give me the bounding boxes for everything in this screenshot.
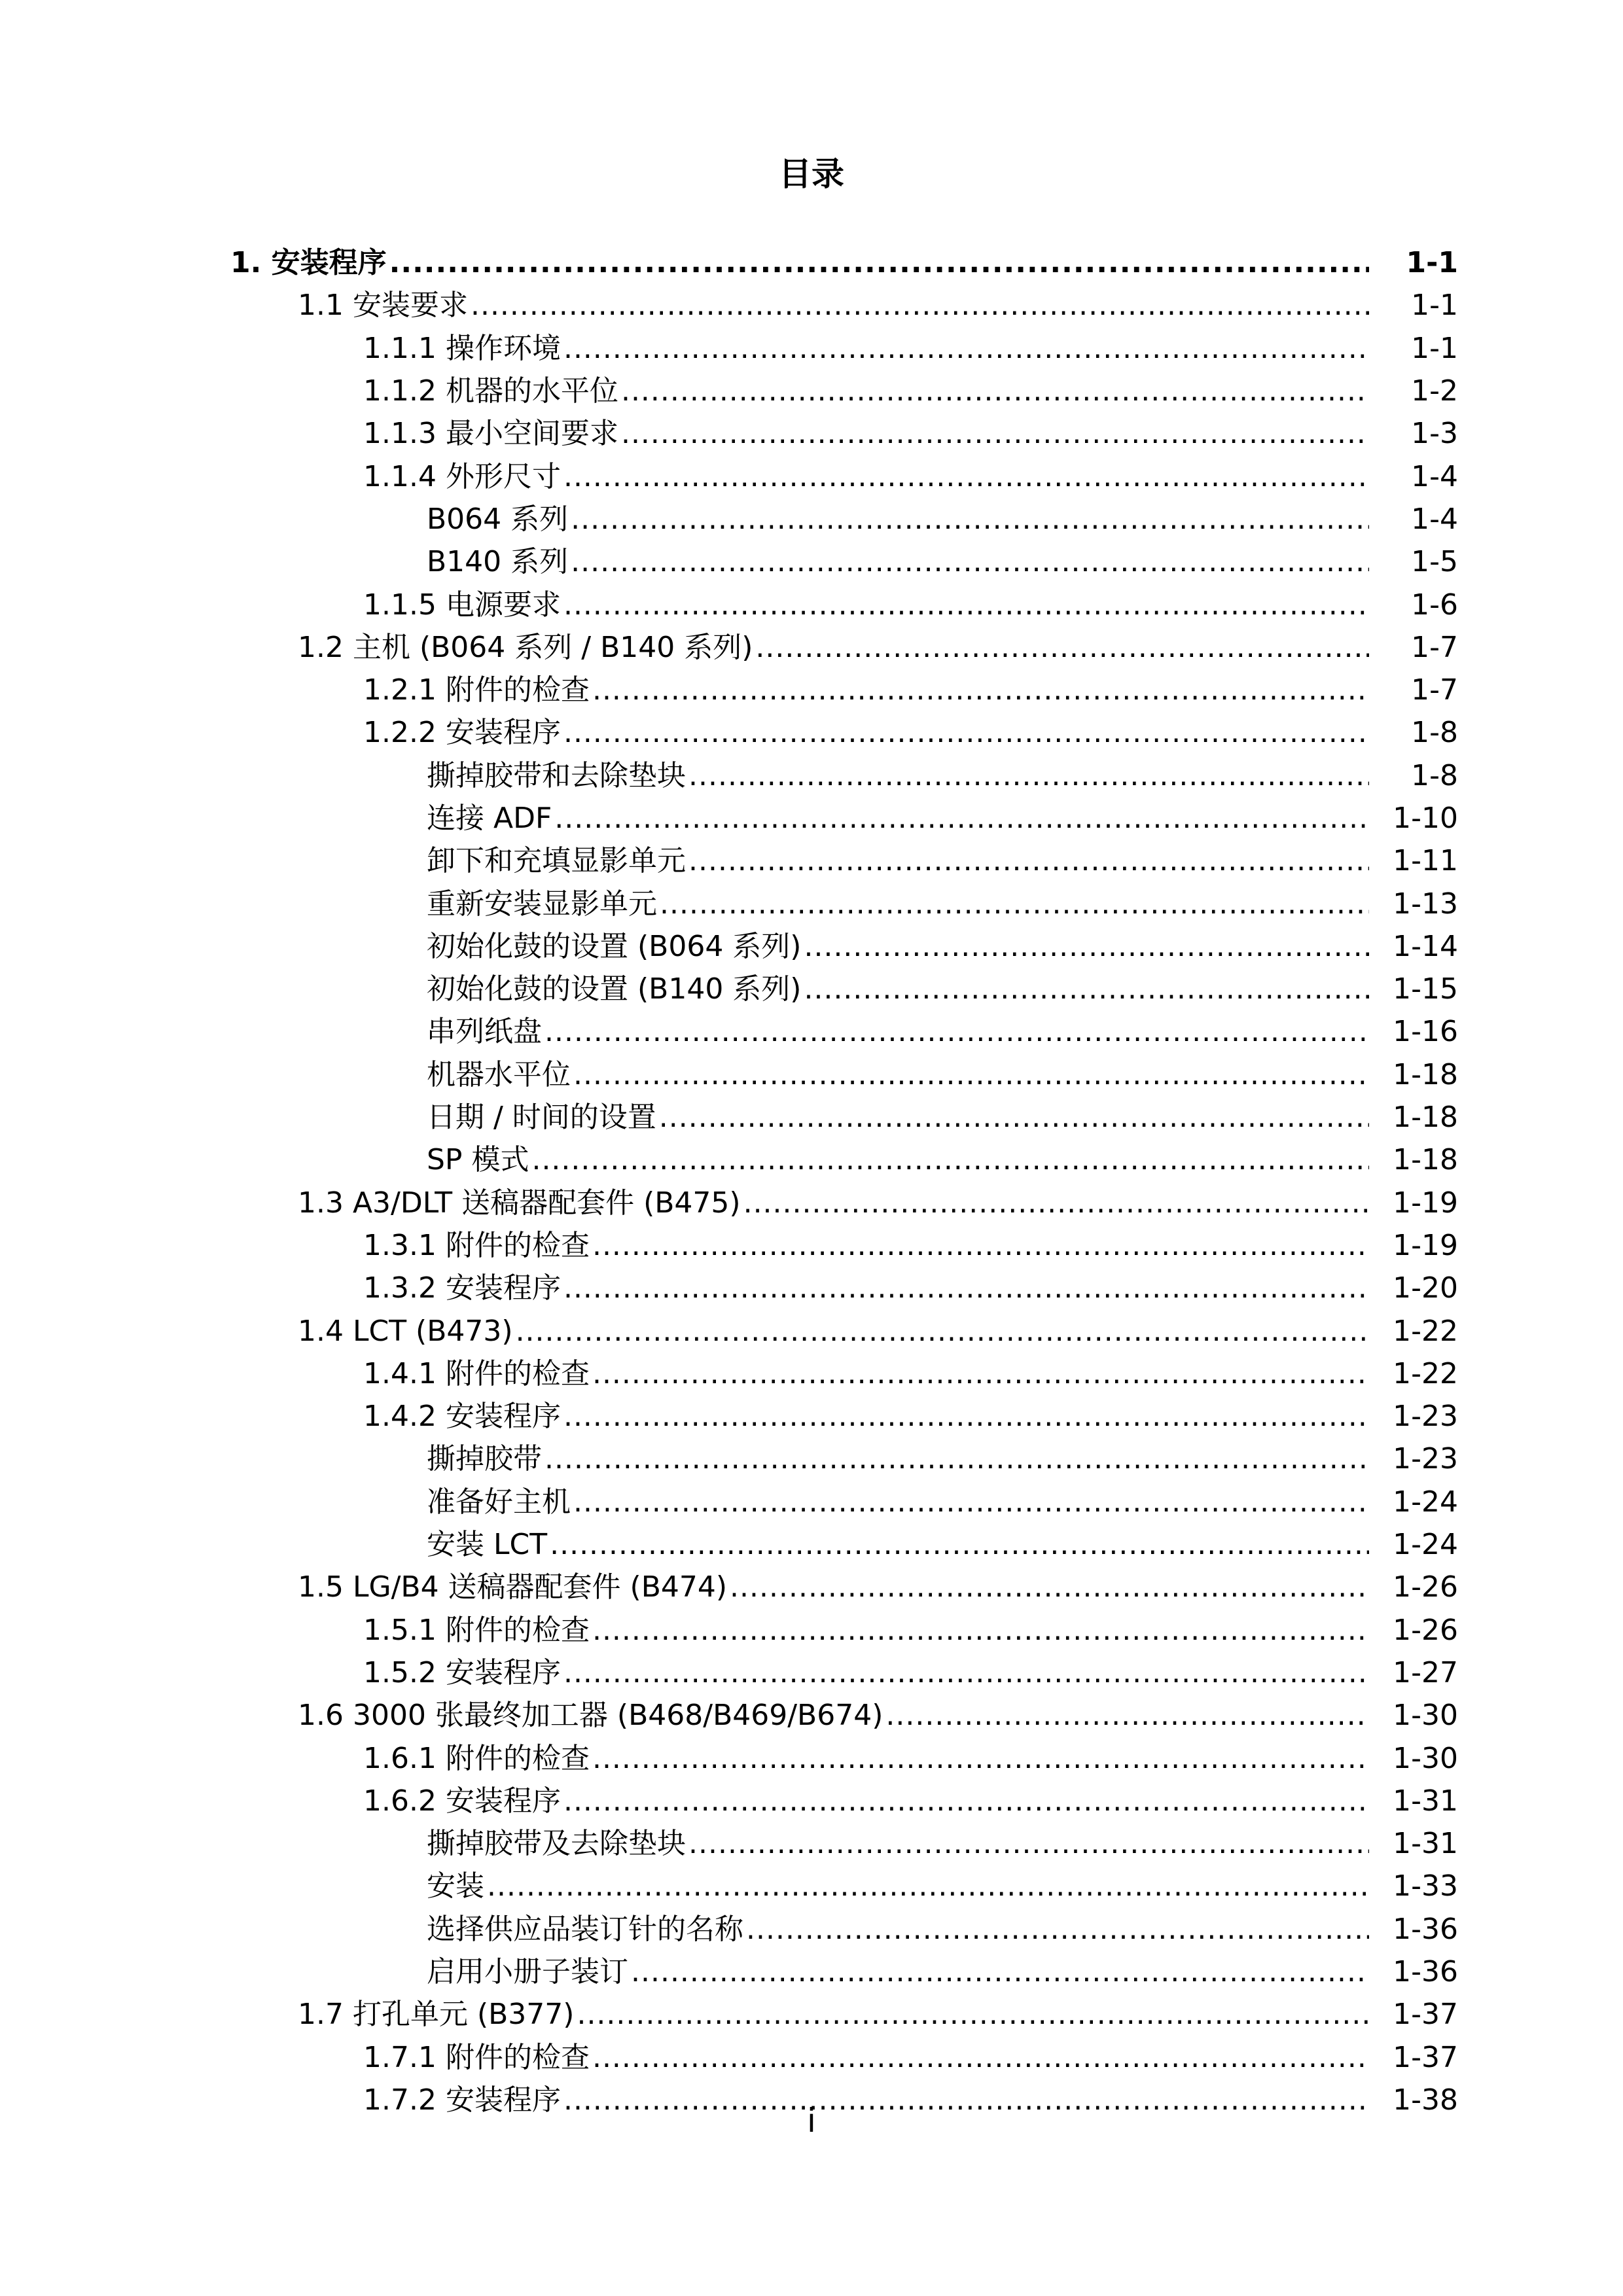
toc-entry[interactable] [0,1224,1623,1267]
toc-entry[interactable] [0,1438,1623,1480]
toc-entry-page: 1-23 [1393,1442,1458,1476]
toc-entry-title: 准备好主机 [427,1485,571,1519]
toc-entry-title: 1.1 安装要求 [298,289,468,323]
toc-entry[interactable] [0,1523,1623,1566]
toc-entry[interactable] [0,1651,1623,1694]
toc-entry[interactable] [0,540,1623,583]
toc-leader-dots [743,1182,1369,1224]
toc-entry-page: 1-16 [1393,1015,1458,1049]
toc-entry-title: 1.3 A3/DLT 送稿器配套件 (B475) [298,1186,741,1220]
toc-leader-dots [592,1224,1369,1267]
toc-leader-dots [531,1139,1369,1181]
page-title: 目录 [779,154,844,193]
toc-entry-title: 1.6.2 安装程序 [363,1784,561,1818]
toc-entry-page: 1-38 [1393,2083,1458,2117]
toc-entry-title: 1.7.1 附件的检查 [363,2040,590,2074]
toc-entry-page: 1-14 [1393,929,1458,963]
toc-entry-title: 1.1.3 最小空间要求 [363,417,618,451]
toc-entry-title: 重新安装显影单元 [427,887,657,921]
toc-entry[interactable] [0,925,1623,968]
toc-leader-dots [688,839,1369,882]
toc-entry[interactable] [0,754,1623,797]
toc-entry-title: 1.1.1 操作环境 [363,331,561,365]
toc-entry-title: 初始化鼓的设置 (B140 系列) [427,972,802,1006]
toc-entry-title: 撕掉胶带 [427,1442,542,1476]
toc-leader-dots [592,1609,1369,1651]
toc-entry-page: 1-22 [1393,1314,1458,1348]
toc-entry-title: 1.3.2 安装程序 [363,1271,561,1305]
toc-entry-page: 1-36 [1393,1955,1458,1989]
toc-leader-dots [631,1951,1369,1993]
toc-entry-page: 1-4 [1411,502,1458,536]
toc-entry-title: 1.7.2 安装程序 [363,2083,561,2117]
toc-entry[interactable] [0,1822,1623,1865]
toc-entry-title: 1. 安装程序 [230,246,387,280]
toc-entry[interactable] [0,455,1623,497]
toc-entry-page: 1-37 [1393,1998,1458,2032]
toc-entry-title: 1.4 LCT (B473) [298,1314,513,1348]
toc-leader-dots [755,626,1369,669]
toc-leader-dots [563,327,1369,370]
toc-entry[interactable] [0,1993,1623,2036]
toc-leader-dots [544,1438,1369,1480]
table-of-contents [0,241,1623,2121]
toc-entry[interactable] [0,1951,1623,1993]
toc-entry-page: 1-15 [1393,972,1458,1006]
toc-leader-dots [804,925,1369,968]
toc-leader-dots [592,1352,1369,1395]
toc-leader-dots [688,754,1369,797]
toc-entry[interactable] [0,1096,1623,1139]
toc-leader-dots [660,883,1369,925]
toc-entry-page: 1-33 [1393,1869,1458,1903]
toc-entry-title: B140 系列 [427,545,569,579]
page-number: i [807,2102,816,2140]
toc-entry[interactable] [0,1609,1623,1651]
toc-entry[interactable] [0,1780,1623,1822]
toc-entry-title: 卸下和充填显影单元 [427,844,686,878]
toc-entry-page: 1-37 [1393,2040,1458,2074]
toc-entry-title: 1.1.5 电源要求 [363,588,561,622]
toc-entry-title: 1.7 打孔单元 (B377) [298,1998,575,2032]
toc-entry-page: 1-24 [1393,1528,1458,1562]
toc-entry-title: 1.1.2 机器的水平位 [363,374,618,408]
toc-entry-title: 连接 ADF [427,802,552,835]
toc-entry-page: 1-31 [1393,1784,1458,1818]
toc-entry-page: 1-1 [1411,289,1458,323]
toc-entry-page: 1-22 [1393,1356,1458,1390]
toc-entry-page: 1-6 [1411,588,1458,622]
toc-leader-dots [554,797,1369,839]
toc-entry-title: 1.6 3000 张最终加工器 (B468/B469/B674) [298,1699,883,1733]
toc-leader-dots [563,1780,1369,1822]
toc-entry-title: 1.5 LG/B4 送稿器配套件 (B474) [298,1570,728,1604]
toc-entry-title: B064 系列 [427,502,569,536]
toc-entry[interactable] [0,882,1623,925]
toc-leader-dots [621,370,1369,412]
toc-entry-title: 安装 [427,1869,484,1903]
toc-entry[interactable] [0,284,1623,327]
toc-entry[interactable] [0,370,1623,412]
toc-leader-dots [544,1010,1369,1053]
toc-entry[interactable] [0,1395,1623,1438]
toc-leader-dots [573,1053,1369,1096]
toc-leader-dots [516,1310,1369,1352]
toc-entry[interactable] [0,1182,1623,1224]
toc-entry[interactable] [0,2036,1623,2078]
toc-entry-title: 1.4.2 安装程序 [363,1400,561,1434]
toc-entry[interactable] [0,968,1623,1010]
toc-leader-dots [621,412,1369,455]
toc-leader-dots [659,1096,1369,1139]
toc-entry-title: 撕掉胶带和去除垫块 [427,758,686,792]
toc-entry[interactable] [0,498,1623,540]
toc-entry-title: 1.5.2 安装程序 [363,1655,561,1689]
toc-entry[interactable] [0,1481,1623,1523]
toc-leader-dots [550,1523,1369,1566]
toc-leader-dots [746,1908,1369,1951]
toc-entry-title: 启用小册子装订 [427,1955,628,1989]
toc-entry-title: 撕掉胶带及去除垫块 [427,1827,686,1861]
toc-entry-page: 1-7 [1411,630,1458,664]
toc-entry[interactable] [0,1908,1623,1951]
toc-leader-dots [804,968,1369,1010]
toc-entry-page: 1-27 [1393,1655,1458,1689]
toc-entry[interactable] [0,327,1623,370]
toc-entry-title: 1.1.4 外形尺寸 [363,459,561,493]
toc-entry-title: 1.2.2 安装程序 [363,716,561,750]
toc-entry-page: 1-8 [1411,758,1458,792]
toc-entry-title: 安装 LCT [427,1528,548,1562]
toc-entry[interactable] [0,1010,1623,1053]
toc-entry[interactable] [0,412,1623,455]
toc-leader-dots [487,1865,1369,1907]
toc-entry-title: 初始化鼓的设置 (B064 系列) [427,929,802,963]
toc-entry-page: 1-30 [1393,1699,1458,1733]
toc-entry-page: 1-5 [1411,545,1458,579]
toc-entry-page: 1-1 [1406,246,1458,280]
toc-entry-page: 1-1 [1411,331,1458,365]
toc-entry[interactable] [0,583,1623,626]
toc-leader-dots [471,284,1369,327]
toc-entry[interactable] [0,711,1623,754]
toc-leader-dots [577,1993,1369,2036]
toc-entry-page: 1-2 [1411,374,1458,408]
toc-entry[interactable] [0,1309,1623,1352]
toc-entry-page: 1-7 [1411,673,1458,707]
toc-entry-page: 1-23 [1393,1400,1458,1434]
toc-leader-dots [563,711,1369,754]
toc-leader-dots [688,1822,1369,1865]
toc-leader-dots [563,1267,1369,1309]
toc-leader-dots [573,1481,1369,1523]
toc-entry-title: 选择供应品装订针的名称 [427,1912,743,1946]
toc-entry-page: 1-30 [1393,1741,1458,1775]
toc-entry-title: 1.5.1 附件的检查 [363,1613,590,1647]
toc-leader-dots [571,540,1369,583]
toc-leader-dots [563,455,1369,498]
toc-entry[interactable] [0,1053,1623,1096]
toc-entry-title: 1.2 主机 (B064 系列 / B140 系列) [298,630,753,664]
toc-entry-page: 1-24 [1393,1485,1458,1519]
toc-entry[interactable] [0,626,1623,669]
toc-entry-page: 1-19 [1393,1228,1458,1262]
toc-entry[interactable] [0,1865,1623,1907]
toc-leader-dots [389,241,1369,284]
toc-entry-page: 1-26 [1393,1570,1458,1604]
toc-entry[interactable] [0,1352,1623,1395]
toc-entry[interactable] [0,1694,1623,1737]
toc-entry[interactable] [0,241,1623,284]
toc-entry-page: 1-18 [1393,1101,1458,1135]
toc-entry[interactable] [0,839,1623,882]
toc-entry-page: 1-26 [1393,1613,1458,1647]
toc-entry-title: 串列纸盘 [427,1015,542,1049]
toc-entry-title: 1.2.1 附件的检查 [363,673,590,707]
toc-entry-page: 1-4 [1411,459,1458,493]
toc-entry-page: 1-8 [1411,716,1458,750]
toc-leader-dots [563,1651,1369,1694]
toc-leader-dots [563,584,1369,626]
toc-entry[interactable] [0,797,1623,839]
toc-entry-title: 1.3.1 附件的检查 [363,1228,590,1262]
toc-entry-page: 1-13 [1393,887,1458,921]
toc-entry-page: 1-20 [1393,1271,1458,1305]
toc-entry-page: 1-36 [1393,1912,1458,1946]
toc-entry-page: 1-18 [1393,1143,1458,1177]
toc-leader-dots [592,1737,1369,1780]
toc-entry[interactable] [0,1267,1623,1309]
toc-entry-title: SP 模式 [427,1143,529,1177]
toc-entry[interactable] [0,1139,1623,1181]
toc-entry-title: 日期 / 时间的设置 [427,1101,656,1135]
toc-entry[interactable] [0,1566,1623,1608]
toc-entry-page: 1-10 [1393,802,1458,835]
toc-entry-title: 机器水平位 [427,1057,571,1091]
toc-entry-page: 1-3 [1411,417,1458,451]
toc-leader-dots [592,2036,1369,2079]
toc-entry[interactable] [0,1737,1623,1779]
toc-entry-title: 1.4.1 附件的检查 [363,1356,590,1390]
toc-entry-page: 1-19 [1393,1186,1458,1220]
toc-entry-title: 1.6.1 附件的检查 [363,1741,590,1775]
toc-entry[interactable] [0,669,1623,711]
toc-entry-page: 1-18 [1393,1057,1458,1091]
toc-leader-dots [571,498,1369,540]
toc-leader-dots [730,1566,1369,1608]
toc-leader-dots [563,1395,1369,1438]
toc-entry-page: 1-11 [1393,844,1458,878]
toc-leader-dots [592,669,1369,711]
toc-entry-page: 1-31 [1393,1827,1458,1861]
toc-leader-dots [885,1694,1369,1737]
